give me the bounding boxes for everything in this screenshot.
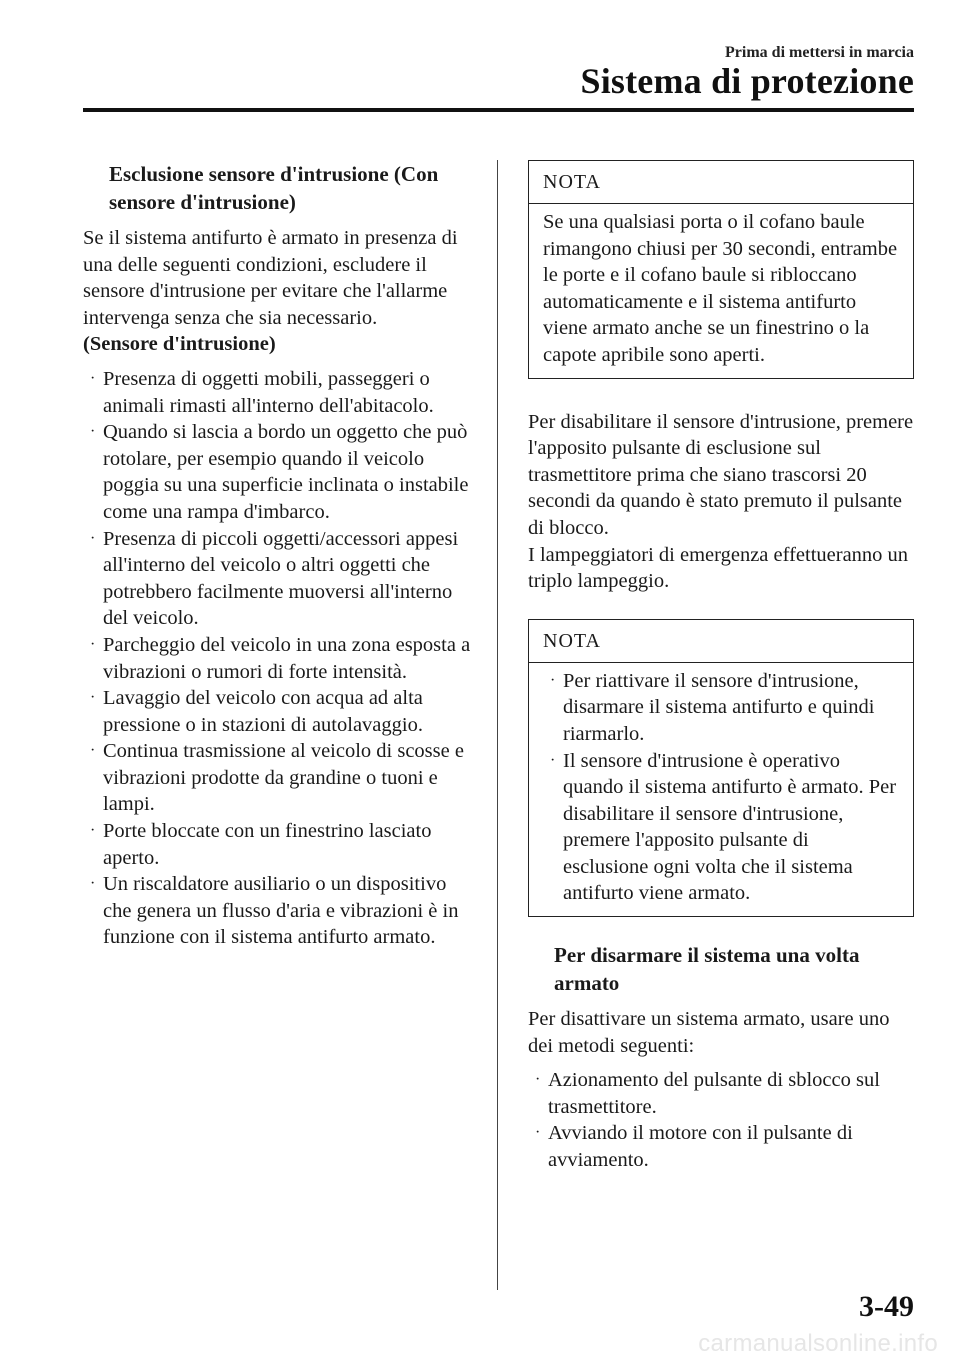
watermark: carmanualsonline.info: [698, 1330, 938, 1357]
section-heading-intrusion: Esclusione sensore d'intrusione (Con sensore d'intrusione): [109, 162, 439, 214]
header-subtitle: Prima di mettersi in marcia: [725, 44, 914, 61]
intro-paragraph: Se il sistema antifurto è armato in presenza di una delle seguenti condizioni, escludere il sensore d'intrusione per evitare che l'allarme intervenga senza che sia necessario.: [83, 227, 458, 329]
bullet-icon: ·: [535, 1071, 541, 1089]
note-title: NOTA: [529, 161, 913, 204]
bullet-icon: ·: [550, 751, 556, 769]
bullet-icon: ·: [90, 822, 96, 840]
page-title: Sistema di protezione: [580, 61, 914, 101]
intrusion-sensor-label: (Sensore d'intrusione): [83, 333, 276, 356]
list-item: · Il sensore d'intrusione è operativo quando il sistema antifurto è armato. Per disabilitare il sensore d'intrusione, premere l'apposito pulsante di esclusione ogni volta che il sistema antifurto viene armato.: [550, 749, 897, 905]
page-number: 3-49: [859, 1290, 914, 1323]
condition-list: [83, 366, 478, 951]
bullet-icon: ·: [90, 689, 96, 707]
bullet-icon: ·: [90, 529, 96, 547]
list-item: · Continua trasmissione al veicolo di scosse e vibrazioni prodotte da grandine o tuoni e lampi.: [90, 740, 464, 816]
bullet-icon: ·: [90, 742, 96, 760]
note-body: [529, 204, 913, 378]
list-item: · Avviando il motore con il pulsante di avviamento.: [535, 1122, 853, 1172]
note-text: Se una qualsiasi porta o il cofano baule rimangono chiusi per 30 secondi, entrambe le porte e il cofano baule si ribloccano automaticamente e il sistema antifurto viene armato anche se un finestrino o la capote apribile sono aperti.: [543, 211, 898, 366]
left-column: [83, 160, 478, 951]
bullet-icon: ·: [90, 635, 96, 653]
list-item: · Per riattivare il sensore d'intrusione, disarmare il sistema antifurto e quindi riarmarlo.: [550, 669, 875, 745]
list-item: · Azionamento del pulsante di sblocco sul trasmettitore.: [535, 1069, 880, 1118]
note-list: [543, 668, 899, 907]
note-box-1: [528, 160, 914, 379]
hazard-lights-paragraph: I lampeggiatori di emergenza effettueranno un triplo lampeggio.: [528, 543, 909, 593]
list-item: · Parcheggio del veicolo in una zona esposta a vibrazioni o rumori di forte intensità.: [90, 633, 471, 683]
disable-sensor-paragraph: Per disabilitare il sensore d'intrusione, premere l'apposito pulsante di esclusione sul trasmettitore prima che siano trascorsi 20 secondi da quando è stato premuto il pulsante di blocco.: [528, 410, 914, 539]
note-title: NOTA: [529, 620, 913, 663]
header-rule: [83, 108, 914, 112]
note-body: [529, 663, 913, 916]
bullet-icon: ·: [90, 423, 96, 441]
list-item: · Presenza di oggetti mobili, passeggeri o animali rimasti all'interno dell'abitacolo.: [90, 367, 434, 417]
note-box-2: [528, 619, 914, 917]
column-divider: [497, 160, 498, 1290]
section-heading-disarm: Per disarmare il sistema una volta armato: [554, 943, 860, 996]
bullet-icon: ·: [90, 369, 96, 387]
right-column: [528, 160, 914, 1174]
bullet-icon: ·: [535, 1124, 541, 1142]
list-item: · Presenza di piccoli oggetti/accessori appesi all'interno del veicolo o altri oggetti che potrebbero facilmente muoversi all'interno del veicolo.: [90, 527, 459, 630]
bullet-icon: ·: [550, 671, 556, 689]
disarm-intro-paragraph: Per disattivare un sistema armato, usare uno dei metodi seguenti:: [528, 1008, 890, 1057]
list-item: · Porte bloccate con un finestrino lasciato aperto.: [90, 820, 432, 869]
list-item: · Quando si lascia a bordo un oggetto che può rotolare, per esempio quando il veicolo poggia su una superficie inclinata o instabile come una rampa d'imbarco.: [90, 421, 469, 523]
list-item: · Un riscaldatore ausiliario o un dispositivo che genera un flusso d'aria e vibrazioni è in funzione con il sistema antifurto armato.: [90, 873, 459, 949]
bullet-icon: ·: [90, 875, 96, 893]
list-item: · Lavaggio del veicolo con acqua ad alta pressione o in stazioni di autolavaggio.: [90, 687, 423, 736]
disarm-method-list: [528, 1067, 914, 1173]
